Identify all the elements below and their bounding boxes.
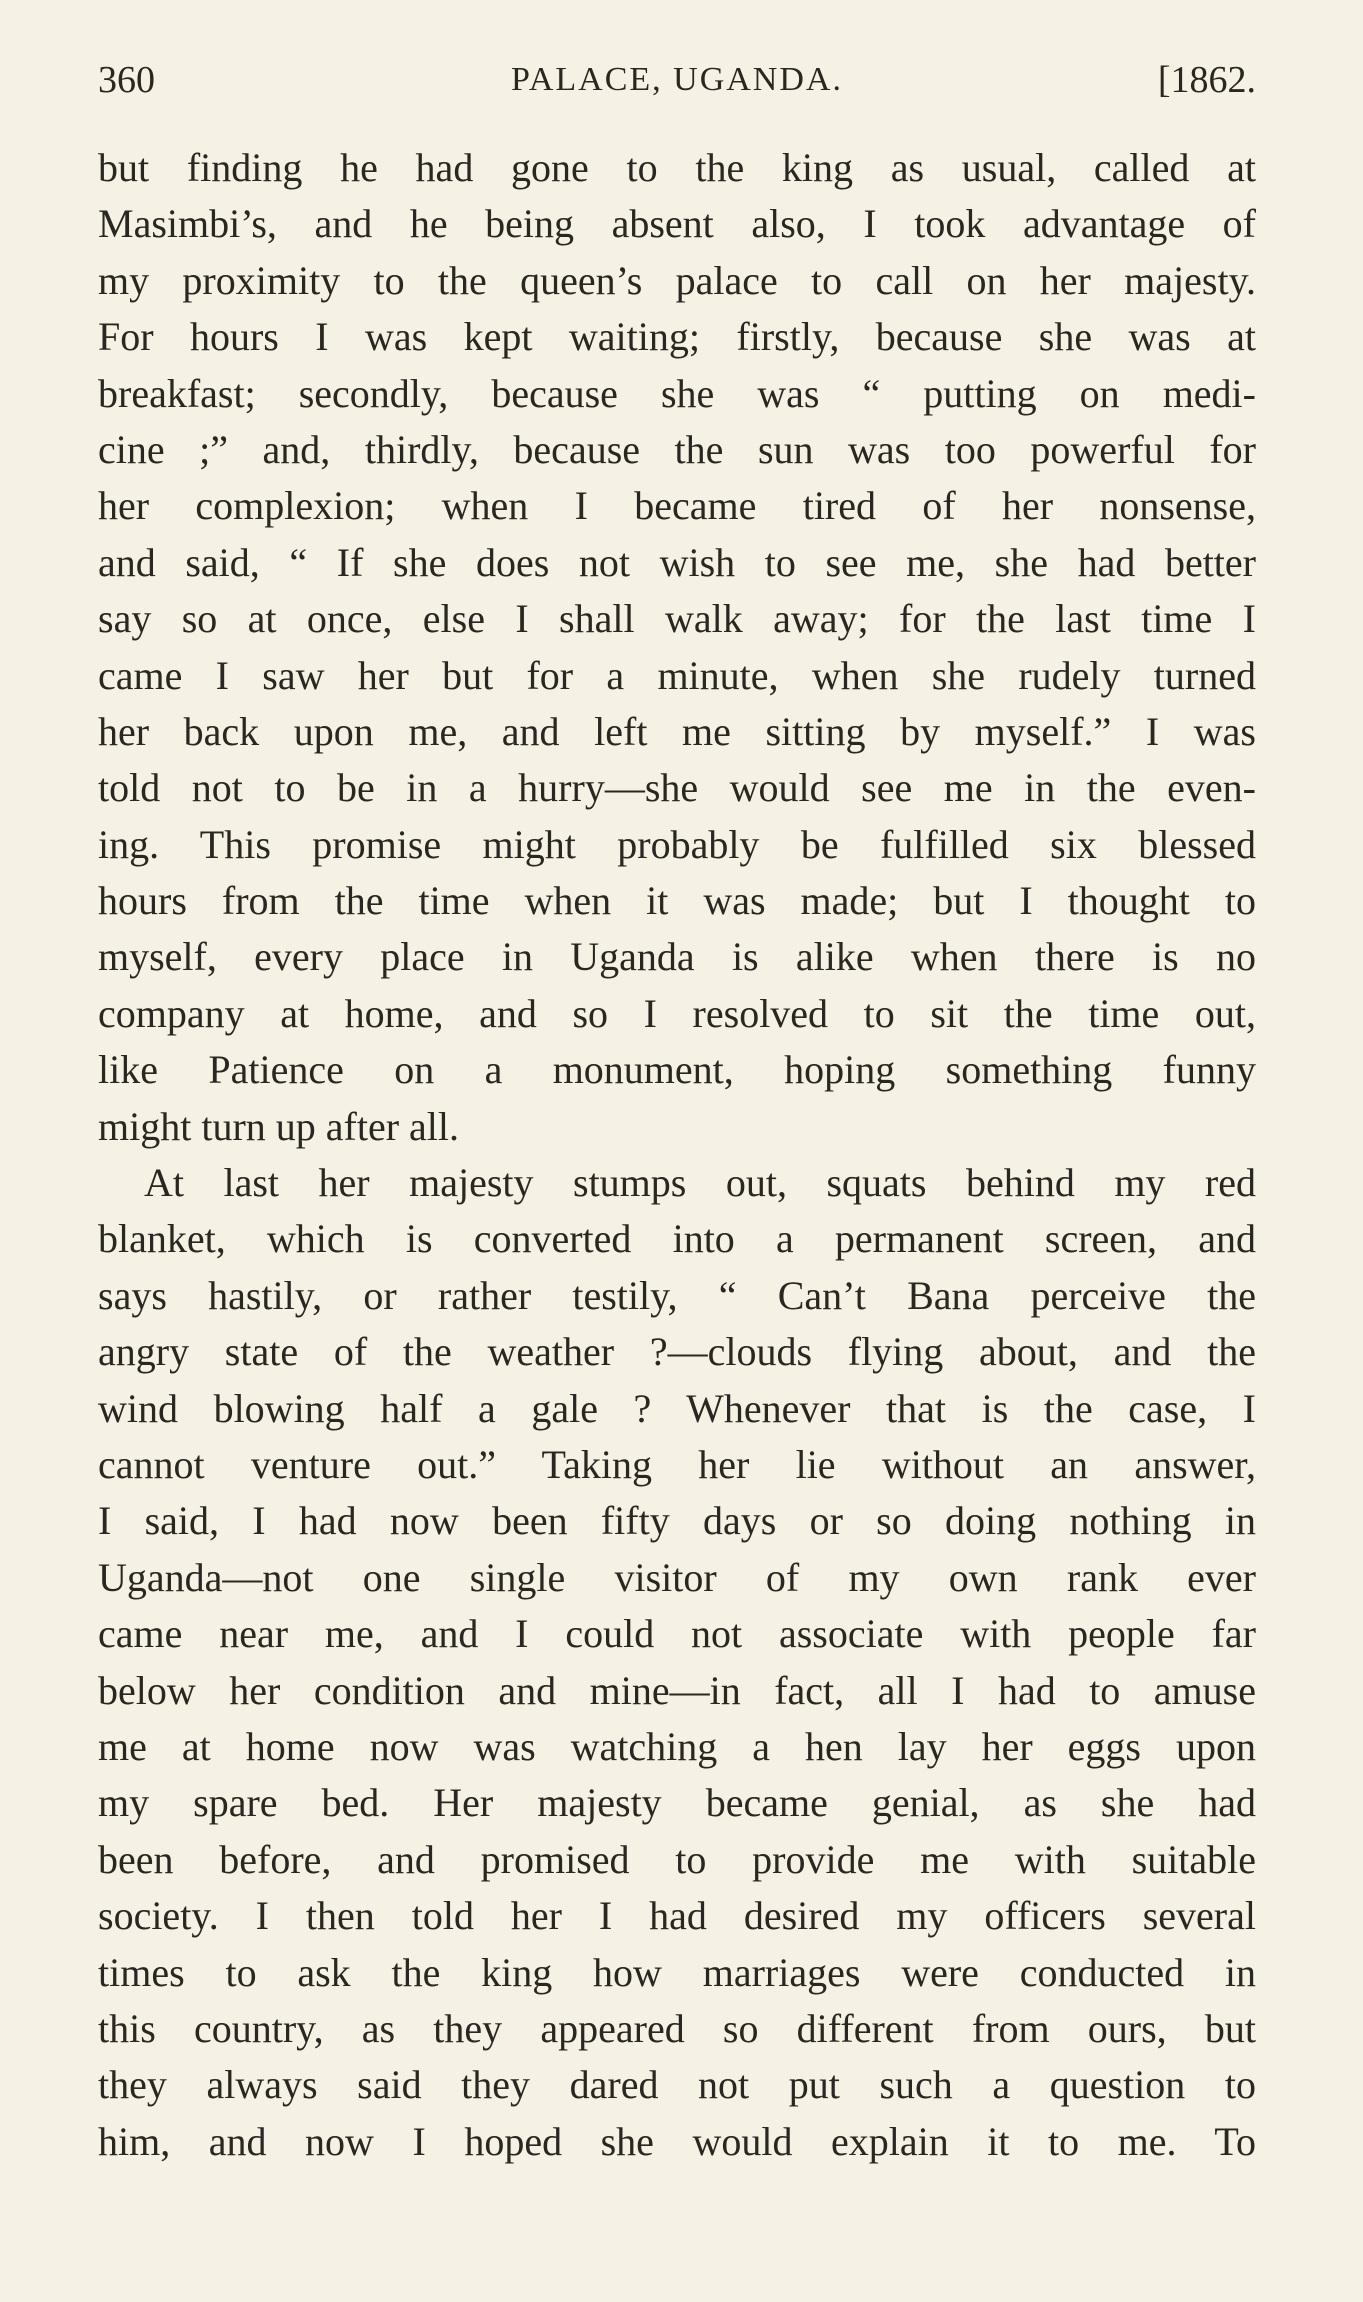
text-line: Masimbi’s, and he being absent also, I took advantage of (98, 201, 1256, 247)
text-line: told not to be in a hurry—she would see me in the even- (98, 765, 1256, 811)
text-line: me at home now was watching a hen lay her eggs upon (98, 1723, 1256, 1769)
text-line: say so at once, else I shall walk away; for the last time I (98, 596, 1256, 642)
text-line: says hastily, or rather testily, “ Can’t Bana perceive the (98, 1272, 1256, 1318)
text-line: society. I then told her I had desired my officers several (98, 1893, 1256, 1939)
running-year: [1862. (1157, 59, 1256, 101)
text-line: might turn up after all. (98, 1103, 460, 1149)
text-line: At last her majesty stumps out, squats behind my red (144, 1160, 1256, 1206)
running-title: PALACE, UGANDA. (511, 61, 843, 98)
text-line: her complexion; when I became tired of her nonsense, (98, 483, 1256, 529)
body-text (98, 140, 1256, 2170)
text-line: came I saw her but for a minute, when she rudely turned (98, 652, 1256, 698)
text-line: below her condition and mine—in fact, all I had to amuse (98, 1667, 1256, 1713)
text-line: been before, and promised to provide me with suitable (98, 1836, 1256, 1882)
text-line: ing. This promise might probably be fulfilled six blessed (98, 821, 1256, 867)
text-line: like Patience on a monument, hoping something funny (98, 1047, 1256, 1093)
text-line: wind blowing half a gale ? Whenever that is the case, I (98, 1385, 1256, 1431)
text-line: came near me, and I could not associate with people far (98, 1611, 1256, 1657)
running-head (98, 50, 1256, 110)
paragraph-1 (98, 140, 1256, 1155)
page-number: 360 (98, 59, 155, 101)
text-line: Uganda—not one single visitor of my own rank ever (98, 1554, 1256, 1600)
text-line: I said, I had now been fifty days or so doing nothing in (98, 1498, 1256, 1544)
text-line: breakfast; secondly, because she was “ putting on medi- (98, 370, 1256, 416)
text-line: him, and now I hoped she would explain it to me. To (98, 2118, 1256, 2164)
text-line: times to ask the king how marriages were conducted in (98, 1949, 1256, 1995)
text-line: but finding he had gone to the king as usual, called at (98, 145, 1256, 190)
text-line: company at home, and so I resolved to sit the time out, (98, 990, 1256, 1036)
text-line: my proximity to the queen’s palace to call on her majesty. (98, 257, 1256, 303)
text-line: her back upon me, and left me sitting by myself.” I was (98, 708, 1256, 754)
text-line: they always said they dared not put such a question to (98, 2062, 1256, 2108)
text-line: cannot venture out.” Taking her lie without an answer, (98, 1441, 1256, 1487)
text-line: hours from the time when it was made; but I thought to (98, 878, 1256, 924)
text-line: cine ;” and, thirdly, because the sun was too powerful for (98, 426, 1256, 472)
text-line: blanket, which is converted into a permanent screen, and (98, 1216, 1256, 1262)
text-line: angry state of the weather ?—clouds flying about, and the (98, 1329, 1256, 1375)
paragraph-2 (98, 1155, 1256, 2170)
text-line: and said, “ If she does not wish to see me, she had better (98, 539, 1256, 585)
text-line: For hours I was kept waiting; firstly, because she was at (98, 314, 1256, 360)
text-line: my spare bed. Her majesty became genial, as she had (98, 1780, 1256, 1826)
text-line: myself, every place in Uganda is alike when there is no (98, 934, 1256, 980)
text-line: this country, as they appeared so different from ours, but (98, 2005, 1256, 2051)
